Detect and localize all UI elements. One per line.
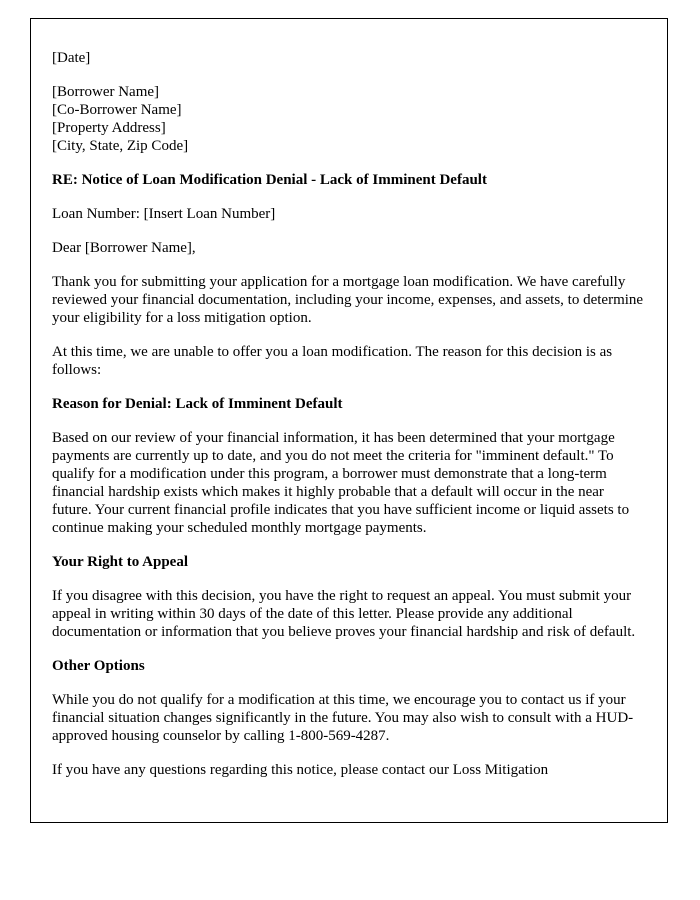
subject-line: RE: Notice of Loan Modification Denial - Lack of Imminent Default bbox=[52, 172, 487, 188]
recipient-property-address: [Property Address] bbox=[52, 120, 166, 136]
letter-content bbox=[52, 49, 646, 779]
date-line: [Date] bbox=[52, 50, 91, 66]
intro-paragraph: Thank you for submitting your application for a mortgage loan modification. We have carefully reviewed your financial documentation, including your income, expenses, and assets, to determine your eligibility for a loss mitigation option. bbox=[52, 274, 644, 326]
recipient-borrower-name: [Borrower Name] bbox=[52, 84, 160, 100]
recipient-city-state-zip: [City, State, Zip Code] bbox=[52, 138, 189, 154]
loan-number-line: Loan Number: [Insert Loan Number] bbox=[52, 206, 276, 222]
appeal-paragraph: If you disagree with this decision, you have the right to request an appeal. You must submit your appeal in writing within 30 days of the date of this letter. Please provide any additional documentation or information that you believe proves your financial hardship and risk of default. bbox=[52, 588, 636, 640]
recipient-block bbox=[52, 83, 646, 155]
decision-paragraph: At this time, we are unable to offer you a loan modification. The reason for this decision is as follows: bbox=[52, 344, 613, 378]
closing-paragraph-clipped: If you have any questions regarding this notice, please contact our Loss Mitigation bbox=[52, 762, 549, 778]
other-options-paragraph: While you do not qualify for a modification at this time, we encourage you to contact us if your financial situation changes significantly in the future. You may also wish to consult with a HUD-approved housing counselor by calling 1-800-569-4287. bbox=[52, 692, 634, 744]
recipient-co-borrower-name: [Co-Borrower Name] bbox=[52, 102, 182, 118]
other-options-heading: Other Options bbox=[52, 658, 145, 674]
letter-document bbox=[30, 18, 668, 823]
denial-reason-heading: Reason for Denial: Lack of Imminent Default bbox=[52, 396, 343, 412]
appeal-heading: Your Right to Appeal bbox=[52, 554, 188, 570]
salutation-line: Dear [Borrower Name], bbox=[52, 240, 196, 256]
denial-reason-paragraph: Based on our review of your financial information, it has been determined that your mortgage payments are currently up to date, and you do not meet the criteria for "imminent default." To qualify for a modification under this program, a borrower must demonstrate that a long-term financial hardship exists which makes it highly probable that a default will occur in the near future. Your current financial profile indicates that you have sufficient income or liquid assets to continue making your scheduled monthly mortgage payments. bbox=[52, 430, 630, 536]
